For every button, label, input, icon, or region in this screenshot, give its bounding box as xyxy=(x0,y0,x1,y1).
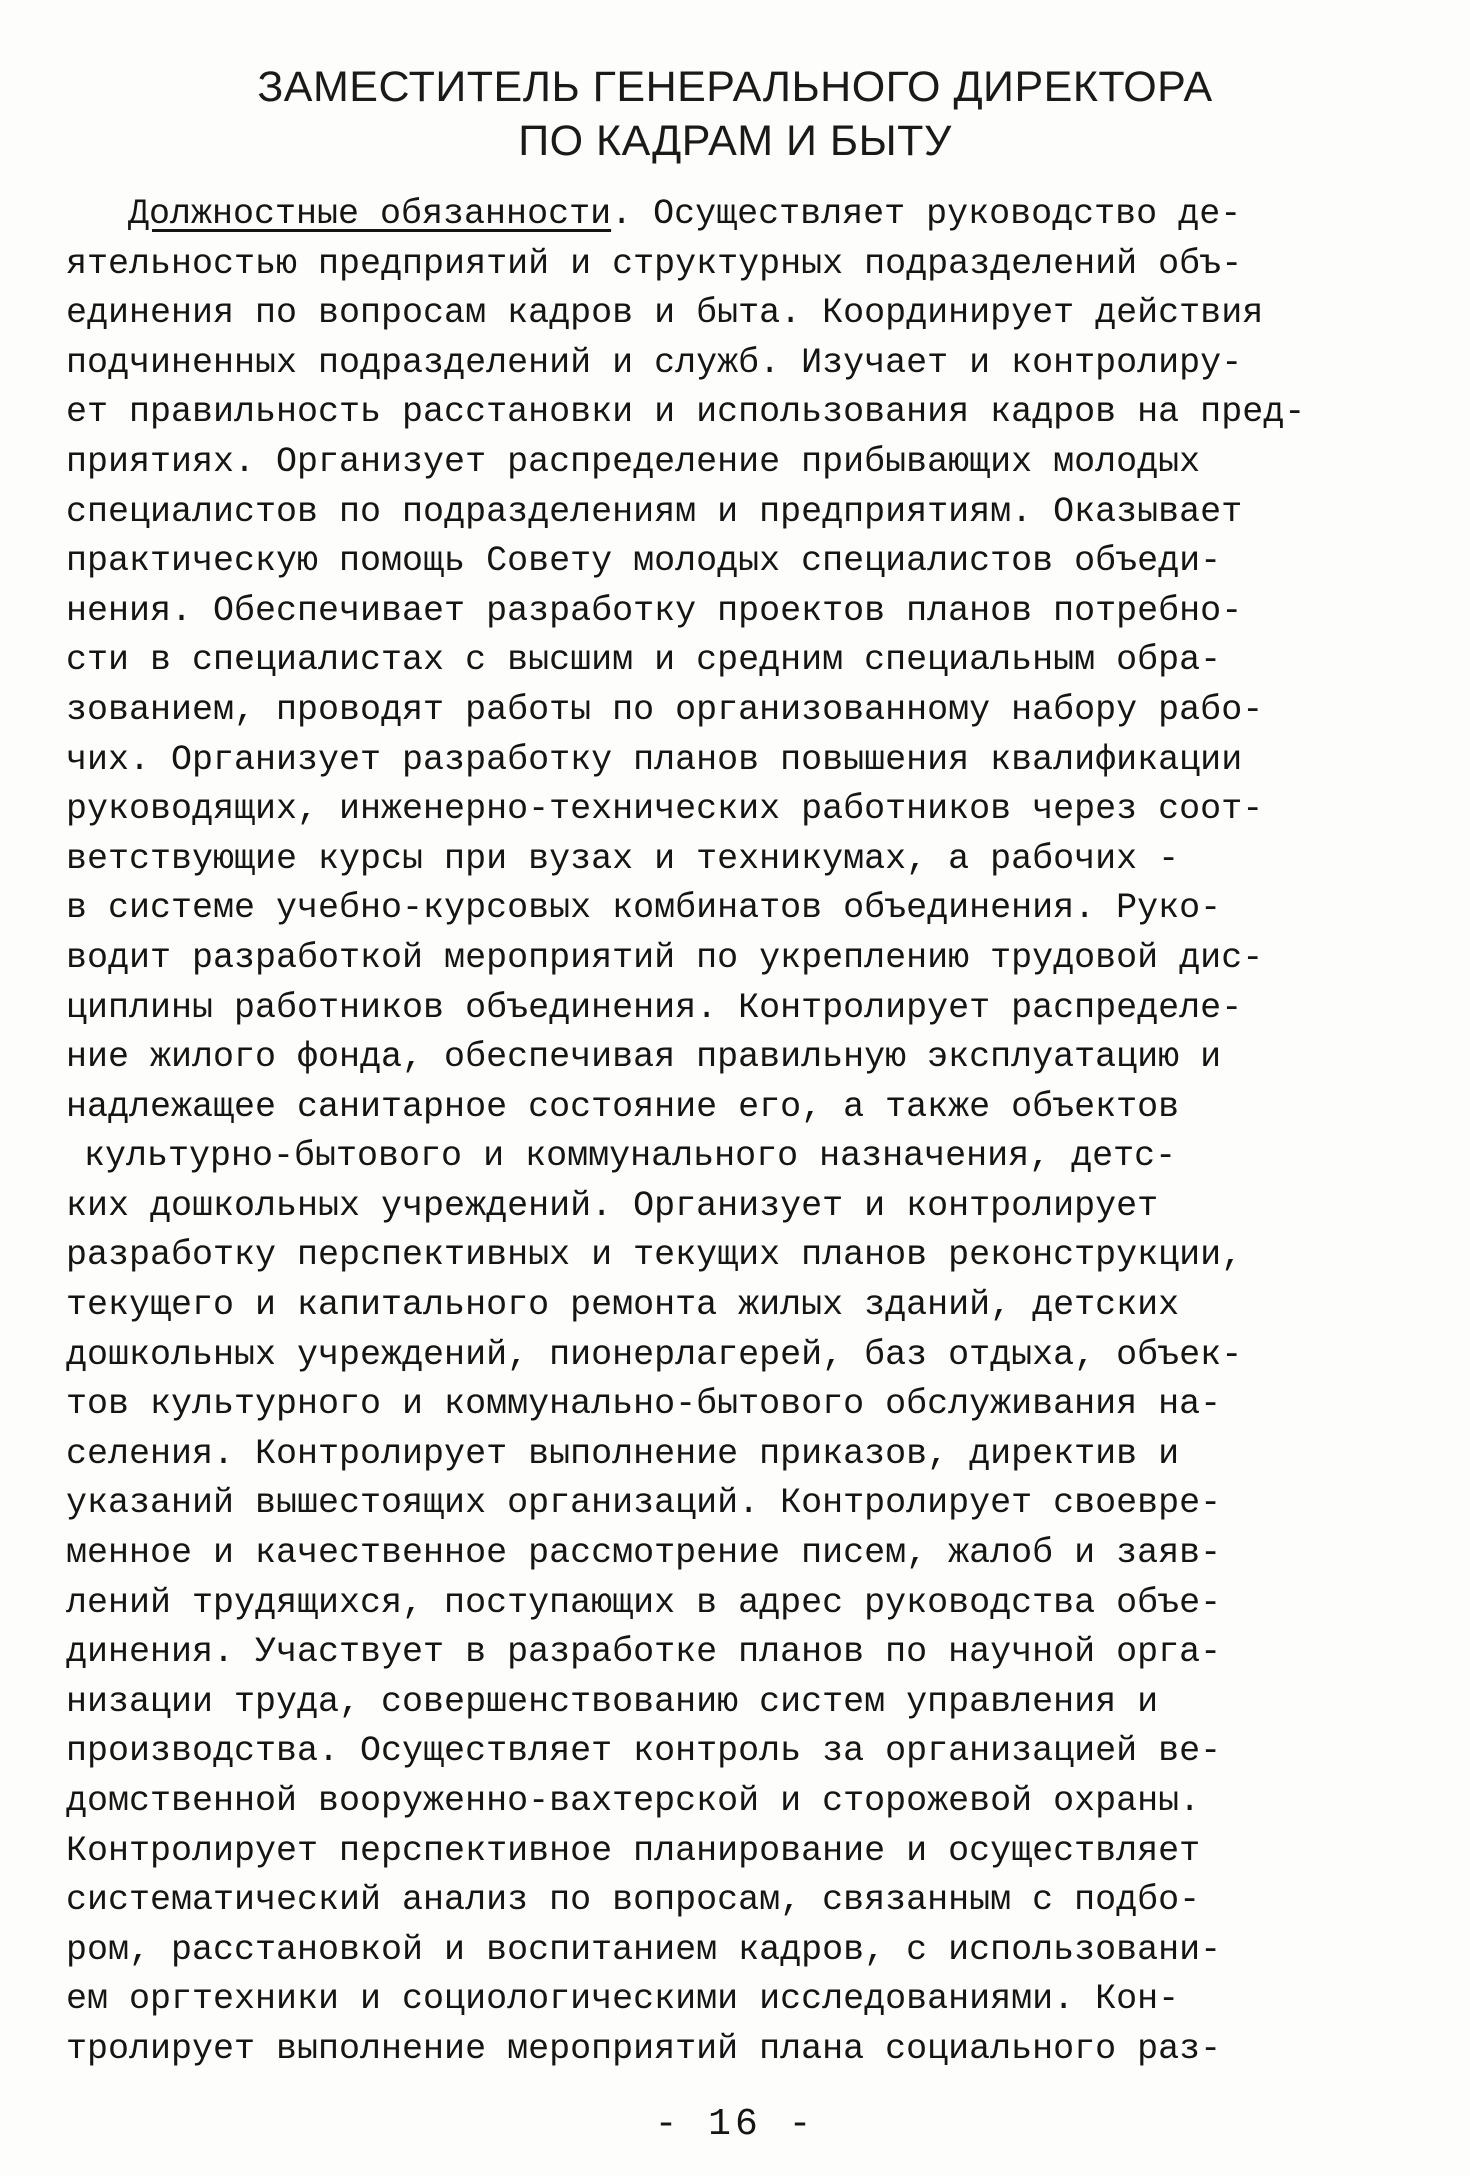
text-line: подчиненных подразделений и служб. Изучает и контролиру- xyxy=(66,342,1243,383)
text-line: нения. Обеспечивает разработку проектов планов потребно- xyxy=(66,590,1243,631)
text-line-rest: . Осуществляет руководство де- xyxy=(611,194,1242,234)
text-line: тролирует выполнение мероприятий плана социального раз- xyxy=(66,2028,1222,2069)
text-line: чих. Организует разработку планов повышения квалификации xyxy=(66,739,1243,780)
text-line: ветствующие курсы при вузах и техникумах, а рабочих - xyxy=(66,838,1180,879)
text-line: ятельностью предприятий и структурных подразделений объ- xyxy=(66,243,1243,284)
text-line: указаний вышестоящих организаций. Контролирует своевре- xyxy=(66,1483,1222,1524)
text-line: ких дошкольных учреждений. Организует и контролирует xyxy=(66,1185,1159,1226)
text-line: ет правильность расстановки и использования кадров на пред- xyxy=(66,392,1306,433)
text-line: специалистов по подразделениям и предприятиям. Оказывает xyxy=(66,491,1243,532)
text-line: тов культурного и коммунально-бытового обслуживания на- xyxy=(66,1384,1222,1425)
body-paragraph xyxy=(66,190,1402,2075)
text-line: разработку перспективных и текущих планов реконструкции, xyxy=(66,1235,1243,1276)
text-line: ром, расстановкой и воспитанием кадров, с использовани- xyxy=(66,1929,1222,1970)
text-line: производства. Осуществляет контроль за организацией ве- xyxy=(66,1731,1222,1772)
text-line: циплины работников объединения. Контролирует распределе- xyxy=(66,987,1243,1028)
title-line-1: ЗАМЕСТИТЕЛЬ ГЕНЕРАЛЬНОГО ДИРЕКТОРА xyxy=(257,63,1213,111)
text-line xyxy=(66,190,1402,240)
text-line: менное и качественное рассмотрение писем, жалоб и заяв- xyxy=(66,1533,1222,1574)
text-line: систематический анализ по вопросам, связанным с подбо- xyxy=(66,1880,1201,1921)
text-line: зованием, проводят работы по организованному набору рабо- xyxy=(66,689,1264,730)
text-line: в системе учебно-курсовых комбинатов объединения. Руко- xyxy=(66,888,1222,929)
page-number: - 16 - xyxy=(654,2103,816,2146)
text-line: Контролирует перспективное планирование и осуществляет xyxy=(66,1830,1201,1871)
title-line-2: ПО КАДРАМ И БЫТУ xyxy=(518,117,952,165)
text-line: руководящих, инженерно-технических работников через соот- xyxy=(66,789,1264,830)
section-label: Должностные обязанности xyxy=(128,194,612,234)
text-line: культурно-бытового и коммунального назначения, детс- xyxy=(84,1136,1177,1177)
text-line: низации труда, совершенствованию систем управления и xyxy=(66,1681,1159,1722)
text-line: селения. Контролирует выполнение приказов, директив и xyxy=(66,1433,1180,1474)
text-line: практическую помощь Совету молодых специалистов объеди- xyxy=(66,541,1222,582)
text-line: приятиях. Организует распределение прибывающих молодых xyxy=(66,441,1201,482)
text-line: ние жилого фонда, обеспечивая правильную эксплуатацию и xyxy=(66,1037,1222,1078)
text-line: текущего и капитального ремонта жилых зданий, детских xyxy=(66,1285,1180,1326)
text-line: надлежащее санитарное состояние его, а также объектов xyxy=(66,1086,1180,1127)
text-line: домственной вооруженно-вахтерской и сторожевой охраны. xyxy=(66,1781,1201,1821)
text-line: динения. Участвует в разработке планов по научной орга- xyxy=(66,1632,1222,1673)
text-line: лений трудящихся, поступающих в адрес руководства объе- xyxy=(66,1582,1222,1623)
page-title xyxy=(0,60,1470,168)
text-line: ем оргтехники и социологическими исследованиями. Кон- xyxy=(66,1979,1180,2020)
text-line: единения по вопросам кадров и быта. Координирует действия xyxy=(66,293,1264,334)
text-line: водит разработкой мероприятий по укреплению трудовой дис- xyxy=(66,937,1264,978)
text-line: сти в специалистах с высшим и средним специальным обра- xyxy=(66,640,1222,681)
text-line: дошкольных учреждений, пионерлагерей, баз отдыха, объек- xyxy=(66,1334,1243,1375)
